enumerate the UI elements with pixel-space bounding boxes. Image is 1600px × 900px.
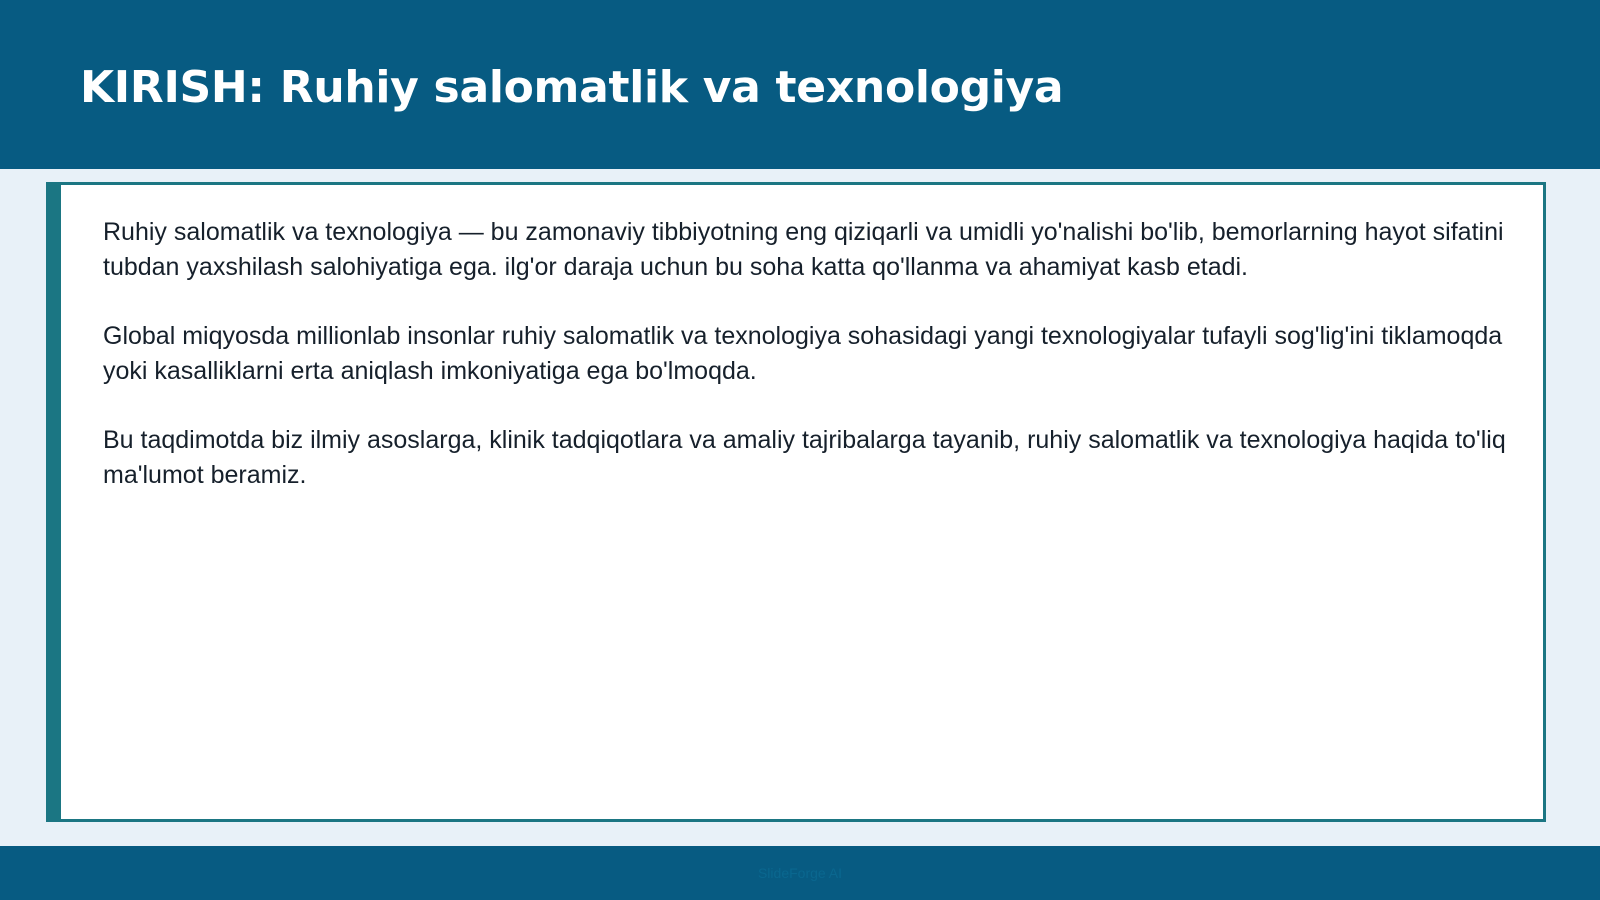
slide-footer	[0, 846, 1600, 900]
content-card	[46, 182, 1546, 822]
content-text	[103, 215, 1523, 527]
slide-title: KIRISH: Ruhiy salomatlik va texnologiya	[80, 62, 1064, 113]
footer-watermark: SlideForge AI	[757, 865, 843, 881]
slide-header	[0, 0, 1600, 169]
paragraph-global-impact: Global miqyosda millionlab insonlar ruhiy salomatlik va texnologiya sohasidagi yangi texnologiyalar tufayli sog'lig'ini tiklamoqda yoki kasalliklarni erta aniqlash imkoniyatiga ega bo'lmoqda.	[103, 322, 1503, 385]
paragraph-intro: Ruhiy salomatlik va texnologiya — bu zamonaviy tibbiyotning eng qiziqarli va umidli yo'nalishi bo'lib, bemorlarning hayot sifatini tubdan yaxshilash salohiyatiga ega. ilg'or daraja uchun bu soha katta qo'llanma va ahamiyat kasb etadi.	[103, 218, 1504, 281]
paragraph-presentation-overview: Bu taqdimotda biz ilmiy asoslarga, klinik tadqiqotlara va amaliy tajribalarga tayanib, ruhiy salomatlik va texnologiya haqida to'liq ma'lumot beramiz.	[103, 426, 1506, 489]
